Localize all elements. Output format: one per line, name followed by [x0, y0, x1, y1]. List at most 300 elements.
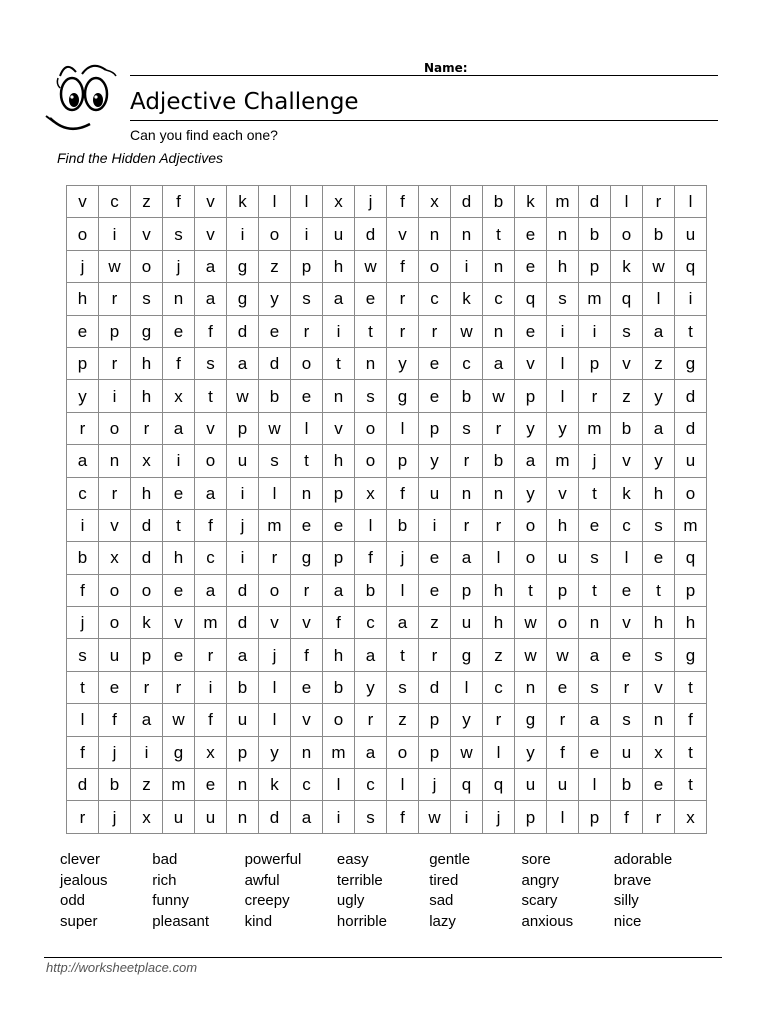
word-list-item: anxious [521, 912, 574, 930]
grid-cell: f [67, 574, 99, 606]
grid-cell: p [67, 347, 99, 379]
grid-cell: i [99, 380, 131, 412]
grid-cell: o [259, 218, 291, 250]
word-list-item: easy [336, 851, 369, 868]
grid-cell: a [227, 639, 259, 671]
grid-cell: a [643, 315, 675, 347]
grid-cell: o [675, 477, 707, 509]
grid-cell: j [67, 607, 99, 639]
grid-cell: r [387, 315, 419, 347]
grid-cell: h [67, 283, 99, 315]
grid-cell: s [67, 639, 99, 671]
grid-row [67, 186, 707, 218]
grid-cell: e [163, 315, 195, 347]
grid-cell: d [675, 412, 707, 444]
grid-row [67, 315, 707, 347]
grid-row [67, 283, 707, 315]
grid-cell: v [547, 477, 579, 509]
word-list-item: scary [521, 892, 558, 909]
grid-cell: j [99, 801, 131, 833]
grid-cell: l [451, 671, 483, 703]
grid-cell: y [355, 671, 387, 703]
grid-cell: o [419, 250, 451, 282]
word-list-item: gentle [429, 851, 471, 868]
grid-cell: m [547, 186, 579, 218]
grid-cell: y [515, 736, 547, 768]
grid-cell: f [163, 186, 195, 218]
grid-cell: n [227, 769, 259, 801]
grid-cell: b [323, 671, 355, 703]
grid-cell: e [291, 380, 323, 412]
grid-cell: j [355, 186, 387, 218]
grid-cell: h [131, 347, 163, 379]
grid-cell: a [643, 412, 675, 444]
grid-cell: x [323, 186, 355, 218]
grid-cell: i [451, 801, 483, 833]
grid-cell: p [131, 639, 163, 671]
grid-cell: f [163, 347, 195, 379]
grid-cell: e [355, 283, 387, 315]
grid-cell: z [131, 769, 163, 801]
grid-cell: a [291, 801, 323, 833]
grid-cell: w [259, 412, 291, 444]
grid-cell: e [419, 380, 451, 412]
grid-cell: r [483, 509, 515, 541]
grid-cell: d [675, 380, 707, 412]
grid-cell: b [483, 445, 515, 477]
grid-cell: f [195, 509, 227, 541]
grid-cell: p [579, 347, 611, 379]
grid-cell: e [163, 574, 195, 606]
grid-cell: t [195, 380, 227, 412]
grid-cell: d [579, 186, 611, 218]
word-list-item: tired [429, 871, 459, 889]
grid-cell: l [483, 736, 515, 768]
grid-cell: p [387, 445, 419, 477]
grid-cell: b [451, 380, 483, 412]
grid-row [67, 347, 707, 379]
grid-cell: e [67, 315, 99, 347]
grid-cell: n [291, 477, 323, 509]
grid-cell: c [419, 283, 451, 315]
grid-cell: b [483, 186, 515, 218]
grid-cell: l [483, 542, 515, 574]
grid-cell: e [611, 574, 643, 606]
grid-cell: i [323, 315, 355, 347]
grid-cell: m [323, 736, 355, 768]
grid-cell: h [131, 380, 163, 412]
grid-cell: z [131, 186, 163, 218]
grid-cell: t [67, 671, 99, 703]
grid-cell: v [387, 218, 419, 250]
grid-cell: e [643, 542, 675, 574]
grid-cell: r [99, 283, 131, 315]
grid-cell: t [355, 315, 387, 347]
grid-cell: h [483, 607, 515, 639]
grid-cell: x [355, 477, 387, 509]
grid-cell: v [323, 412, 355, 444]
grid-cell: b [259, 380, 291, 412]
grid-cell: k [451, 283, 483, 315]
grid-cell: a [483, 347, 515, 379]
instruction-text: Find the Hidden Adjectives [57, 150, 224, 166]
grid-cell: s [355, 380, 387, 412]
grid-cell: r [547, 704, 579, 736]
grid-cell: o [515, 542, 547, 574]
grid-cell: i [227, 542, 259, 574]
grid-cell: z [643, 347, 675, 379]
grid-cell: i [131, 736, 163, 768]
grid-cell: x [99, 542, 131, 574]
grid-cell: r [67, 412, 99, 444]
grid-cell: n [483, 477, 515, 509]
grid-cell: u [99, 639, 131, 671]
grid-cell: v [67, 186, 99, 218]
word-list-item: kind [244, 912, 273, 930]
grid-cell: o [259, 574, 291, 606]
grid-cell: v [643, 671, 675, 703]
grid-cell: f [291, 639, 323, 671]
grid-cell: n [579, 607, 611, 639]
grid-cell: f [195, 704, 227, 736]
grid-cell: h [323, 250, 355, 282]
grid-cell: v [131, 218, 163, 250]
grid-cell: a [323, 283, 355, 315]
grid-cell: y [515, 412, 547, 444]
grid-cell: u [515, 769, 547, 801]
grid-cell: w [547, 639, 579, 671]
grid-cell: o [131, 250, 163, 282]
grid-cell: v [195, 186, 227, 218]
word-list-item: awful [244, 871, 280, 889]
grid-cell: d [67, 769, 99, 801]
grid-cell: n [451, 218, 483, 250]
grid-cell: c [611, 509, 643, 541]
grid-cell: u [611, 736, 643, 768]
grid-cell: e [99, 671, 131, 703]
grid-cell: m [579, 412, 611, 444]
grid-cell: a [131, 704, 163, 736]
grid-cell: h [643, 477, 675, 509]
grid-cell: j [259, 639, 291, 671]
grid-cell: d [451, 186, 483, 218]
grid-cell: b [387, 509, 419, 541]
grid-cell: p [419, 736, 451, 768]
grid-cell: s [451, 412, 483, 444]
grid-cell: o [323, 704, 355, 736]
grid-cell: u [227, 704, 259, 736]
grid-cell: f [387, 801, 419, 833]
footer-url: http://worksheetplace.com [46, 960, 198, 975]
grid-cell: h [547, 509, 579, 541]
grid-cell: y [259, 283, 291, 315]
grid-cell: b [99, 769, 131, 801]
grid-cell: o [99, 412, 131, 444]
grid-cell: r [451, 445, 483, 477]
grid-cell: x [419, 186, 451, 218]
grid-cell: y [547, 412, 579, 444]
grid-cell: s [579, 671, 611, 703]
grid-cell: l [323, 769, 355, 801]
grid-cell: o [547, 607, 579, 639]
grid-cell: l [259, 477, 291, 509]
grid-cell: w [419, 801, 451, 833]
grid-cell: h [547, 250, 579, 282]
grid-row [67, 801, 707, 833]
grid-cell: s [547, 283, 579, 315]
grid-cell: s [611, 315, 643, 347]
grid-cell: b [227, 671, 259, 703]
grid-cell: f [67, 736, 99, 768]
footer-line [44, 957, 722, 958]
grid-cell: w [515, 607, 547, 639]
grid-cell: r [483, 412, 515, 444]
grid-cell: e [419, 574, 451, 606]
grid-cell: a [195, 250, 227, 282]
grid-cell: d [227, 607, 259, 639]
grid-cell: j [227, 509, 259, 541]
word-list-item: pleasant [152, 912, 210, 930]
grid-cell: i [99, 218, 131, 250]
grid-cell: l [291, 412, 323, 444]
grid-cell: t [675, 671, 707, 703]
grid-cell: n [483, 315, 515, 347]
grid-cell: d [259, 347, 291, 379]
grid-cell: j [579, 445, 611, 477]
grid-cell: e [291, 671, 323, 703]
grid-cell: o [611, 218, 643, 250]
grid-cell: f [323, 607, 355, 639]
grid-cell: h [675, 607, 707, 639]
grid-cell: q [483, 769, 515, 801]
grid-cell: p [227, 736, 259, 768]
grid-cell: i [323, 801, 355, 833]
word-list-item: odd [60, 892, 86, 909]
grid-cell: a [67, 445, 99, 477]
grid-cell: n [291, 736, 323, 768]
grid-row [67, 671, 707, 703]
grid-cell: r [131, 671, 163, 703]
grid-cell: y [643, 445, 675, 477]
word-list-item: angry [521, 871, 560, 889]
grid-cell: p [515, 380, 547, 412]
grid-cell: c [67, 477, 99, 509]
grid-cell: g [291, 542, 323, 574]
grid-cell: z [259, 250, 291, 282]
grid-cell: w [515, 639, 547, 671]
grid-row [67, 542, 707, 574]
grid-cell: g [515, 704, 547, 736]
grid-cell: r [643, 801, 675, 833]
word-list-item: bad [152, 851, 178, 868]
word-list-item: funny [152, 892, 189, 909]
grid-cell: a [579, 639, 611, 671]
grid-cell: f [355, 542, 387, 574]
grid-cell: n [643, 704, 675, 736]
grid-cell: h [163, 542, 195, 574]
grid-cell: u [323, 218, 355, 250]
grid-cell: l [643, 283, 675, 315]
grid-cell: p [291, 250, 323, 282]
grid-row [67, 250, 707, 282]
grid-cell: v [259, 607, 291, 639]
grid-cell: m [163, 769, 195, 801]
grid-cell: f [99, 704, 131, 736]
grid-cell: i [675, 283, 707, 315]
word-list-item: nice [613, 912, 642, 930]
grid-cell: p [323, 542, 355, 574]
grid-cell: p [419, 704, 451, 736]
grid-cell: l [675, 186, 707, 218]
grid-cell: a [355, 736, 387, 768]
grid-cell: p [419, 412, 451, 444]
grid-cell: l [611, 542, 643, 574]
grid-row [67, 607, 707, 639]
grid-cell: z [387, 704, 419, 736]
grid-cell: r [483, 704, 515, 736]
grid-cell: l [291, 186, 323, 218]
page-title: Adjective Challenge [130, 89, 359, 115]
grid-cell: n [99, 445, 131, 477]
grid-cell: f [611, 801, 643, 833]
word-list-item: powerful [244, 851, 302, 868]
grid-cell: b [611, 412, 643, 444]
grid-cell: l [579, 769, 611, 801]
grid-cell: n [355, 347, 387, 379]
grid-cell: h [131, 477, 163, 509]
grid-cell: n [419, 218, 451, 250]
grid-cell: t [163, 509, 195, 541]
grid-cell: r [259, 542, 291, 574]
grid-cell: i [579, 315, 611, 347]
grid-cell: l [547, 801, 579, 833]
grid-cell: k [131, 607, 163, 639]
grid-cell: e [419, 542, 451, 574]
grid-cell: r [67, 801, 99, 833]
grid-cell: y [451, 704, 483, 736]
grid-cell: l [259, 186, 291, 218]
grid-cell: s [131, 283, 163, 315]
grid-cell: i [163, 445, 195, 477]
grid-cell: r [99, 477, 131, 509]
grid-cell: j [67, 250, 99, 282]
grid-cell: h [323, 639, 355, 671]
word-list-item: ugly [336, 892, 365, 909]
grid-cell: k [611, 477, 643, 509]
grid-cell: d [131, 509, 163, 541]
grid-cell: u [419, 477, 451, 509]
cartoon-face-icon [44, 56, 126, 138]
grid-cell: i [227, 218, 259, 250]
grid-cell: s [355, 801, 387, 833]
word-list-item: brave [613, 871, 652, 889]
grid-cell: v [99, 509, 131, 541]
grid-cell: o [99, 574, 131, 606]
grid-cell: a [387, 607, 419, 639]
grid-cell: i [67, 509, 99, 541]
grid-cell: g [227, 283, 259, 315]
grid-cell: p [547, 574, 579, 606]
grid-cell: z [611, 380, 643, 412]
grid-cell: x [131, 801, 163, 833]
grid-cell: l [259, 671, 291, 703]
grid-cell: b [611, 769, 643, 801]
grid-cell: r [643, 186, 675, 218]
grid-cell: n [323, 380, 355, 412]
grid-cell: e [579, 509, 611, 541]
grid-cell: k [515, 186, 547, 218]
grid-cell: u [675, 218, 707, 250]
grid-row [67, 509, 707, 541]
grid-cell: d [419, 671, 451, 703]
grid-cell: o [131, 574, 163, 606]
grid-cell: v [195, 218, 227, 250]
grid-cell: s [611, 704, 643, 736]
grid-cell: n [163, 283, 195, 315]
grid-cell: a [195, 283, 227, 315]
grid-cell: f [387, 250, 419, 282]
grid-cell: w [451, 315, 483, 347]
grid-cell: c [451, 347, 483, 379]
grid-cell: e [323, 509, 355, 541]
grid-cell: o [67, 218, 99, 250]
grid-cell: u [547, 542, 579, 574]
grid-cell: f [387, 477, 419, 509]
grid-cell: l [611, 186, 643, 218]
grid-cell: t [643, 574, 675, 606]
title-underline [130, 120, 718, 121]
grid-cell: q [675, 542, 707, 574]
grid-cell: h [323, 445, 355, 477]
grid-cell: u [451, 607, 483, 639]
grid-cell: q [451, 769, 483, 801]
grid-row [67, 445, 707, 477]
grid-cell: g [451, 639, 483, 671]
grid-cell: y [67, 380, 99, 412]
grid-cell: f [547, 736, 579, 768]
grid-cell: m [259, 509, 291, 541]
grid-cell: o [291, 347, 323, 379]
grid-cell: r [291, 574, 323, 606]
page-subtitle: Can you find each one? [130, 127, 278, 143]
grid-cell: e [291, 509, 323, 541]
word-list-item: rich [152, 871, 177, 889]
grid-cell: y [387, 347, 419, 379]
grid-cell: d [131, 542, 163, 574]
grid-cell: x [643, 736, 675, 768]
grid-cell: a [323, 574, 355, 606]
grid-row [67, 412, 707, 444]
grid-cell: j [387, 542, 419, 574]
grid-cell: r [163, 671, 195, 703]
grid-cell: g [227, 250, 259, 282]
grid-cell: t [483, 218, 515, 250]
grid-cell: b [355, 574, 387, 606]
grid-cell: x [163, 380, 195, 412]
word-list-item: creepy [244, 892, 290, 909]
grid-cell: t [323, 347, 355, 379]
grid-cell: o [355, 445, 387, 477]
grid-cell: e [547, 671, 579, 703]
grid-cell: q [675, 250, 707, 282]
grid-cell: o [515, 509, 547, 541]
grid-cell: v [163, 607, 195, 639]
grid-cell: v [611, 607, 643, 639]
grid-cell: t [675, 315, 707, 347]
grid-cell: n [483, 250, 515, 282]
grid-cell: e [163, 477, 195, 509]
grid-cell: r [611, 671, 643, 703]
